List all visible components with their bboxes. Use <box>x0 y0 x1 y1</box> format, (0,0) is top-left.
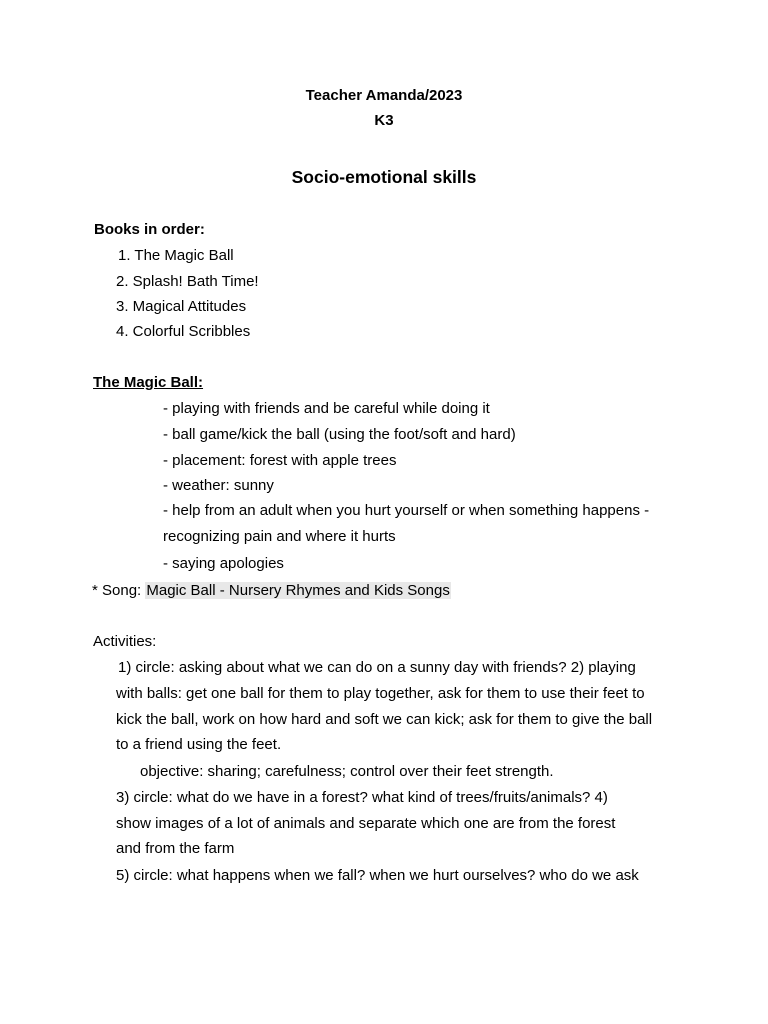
activity-line: and from the farm <box>116 840 235 857</box>
book-item: 4. Colorful Scribbles <box>116 323 251 340</box>
magic-ball-point: - saying apologies <box>163 555 284 572</box>
activity-line: kick the ball, work on how hard and soft we can kick; ask for them to give the ball <box>116 711 653 728</box>
objective-line: objective: sharing; carefulness; control over their feet strength. <box>140 763 554 780</box>
books-heading: Books in order: <box>94 221 205 238</box>
magic-ball-point: - help from an adult when you hurt yourself or when something happens - <box>163 502 650 519</box>
magic-ball-point: - playing with friends and be careful while doing it <box>163 400 490 417</box>
document-title: Socio-emotional skills <box>291 167 477 187</box>
song-line <box>92 582 451 600</box>
activities-heading: Activities: <box>93 633 157 650</box>
magic-ball-point: recognizing pain and where it hurts <box>163 528 396 545</box>
book-item: 1. The Magic Ball <box>118 247 234 264</box>
activity-line: 5) circle: what happens when we fall? when we hurt ourselves? who do we ask <box>116 867 639 884</box>
magic-ball-point: - ball game/kick the ball (using the foot/soft and hard) <box>163 426 516 443</box>
song-link[interactable]: Magic Ball - Nursery Rhymes and Kids Songs <box>146 582 450 599</box>
grade-line: K3 <box>374 112 394 129</box>
teacher-line: Teacher Amanda/2023 <box>305 87 463 104</box>
magic-ball-point: - weather: sunny <box>163 477 274 494</box>
activity-line: to a friend using the feet. <box>116 736 282 753</box>
activity-line: 1) circle: asking about what we can do on a sunny day with friends? 2) playing <box>118 659 636 676</box>
book-item: 2. Splash! Bath Time! <box>116 273 259 290</box>
activity-line: 3) circle: what do we have in a forest? what kind of trees/fruits/animals? 4) <box>116 789 608 806</box>
magic-ball-heading: The Magic Ball: <box>93 374 204 391</box>
activity-line: with balls: get one ball for them to play together, ask for them to use their feet to <box>116 685 645 702</box>
magic-ball-point: - placement: forest with apple trees <box>163 452 397 469</box>
activity-line: show images of a lot of animals and separate which one are from the forest <box>116 815 616 832</box>
song-prefix: * Song: <box>92 582 146 599</box>
book-item: 3. Magical Attitudes <box>116 298 247 315</box>
